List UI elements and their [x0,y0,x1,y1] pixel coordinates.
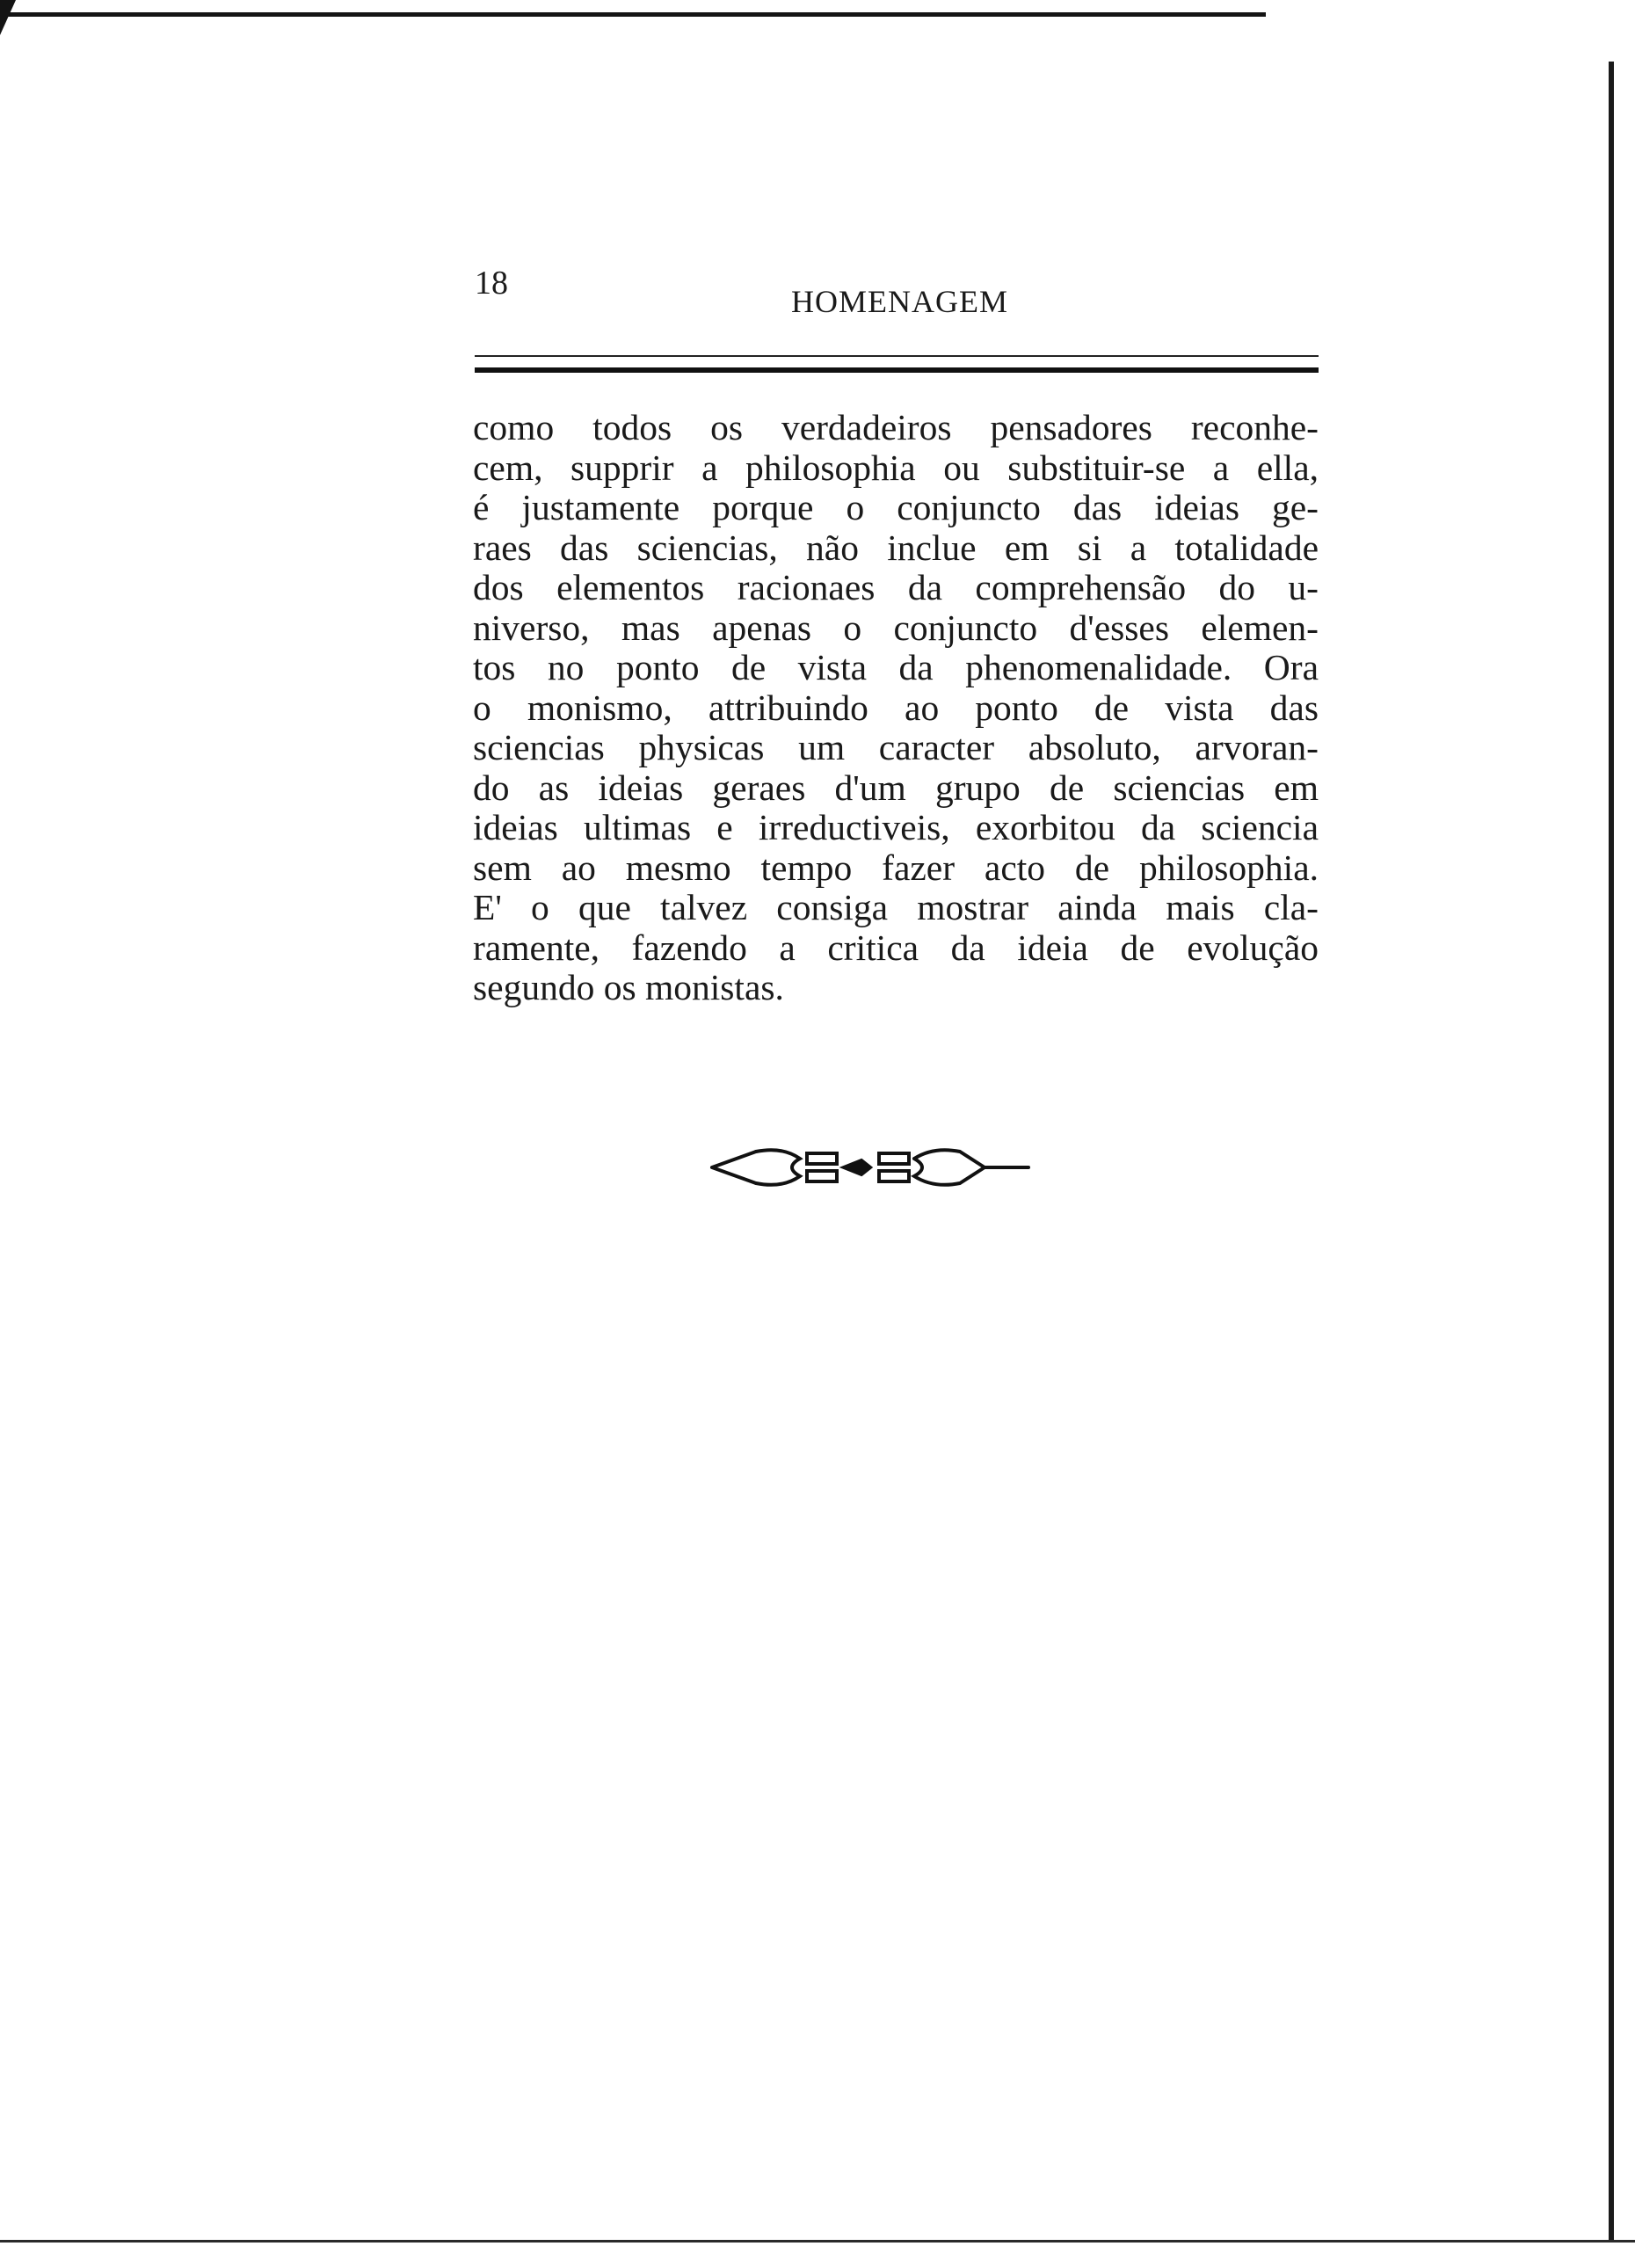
body-line: dos elementos racionaes da comprehensão do u- [473,567,1319,607]
body-line: como todos os verdadeiros pensadores reconhe- [473,407,1319,447]
body-line: ramente, fazendo a critica da ideia de evolução [473,927,1319,968]
body-line: sem ao mesmo tempo fazer acto de philosophia. [473,847,1319,888]
body-line: niverso, mas apenas o conjuncto d'esses elemen- [473,607,1319,648]
body-paragraph [473,408,1319,1008]
scan-edge-right [1609,62,1614,2242]
fleuron-ornament-icon [703,1141,1037,1194]
body-line: E' o que talvez consiga mostrar ainda mais cla- [473,887,1319,927]
scan-edge-top [0,0,1266,17]
body-line: sciencias physicas um caracter absoluto, arvoran- [473,727,1319,767]
header-rule-thin [475,355,1319,357]
body-line: raes das sciencias, não inclue em si a totalidade [473,527,1319,568]
running-head: HOMENAGEM [791,284,1008,319]
body-line: é justamente porque o conjuncto das ideias ge- [473,487,1319,527]
page-number: 18 [475,265,508,302]
body-line: tos no ponto de vista da phenomenalidade. Ora [473,647,1319,687]
body-line: do as ideias geraes d'um grupo de sciencias em [473,767,1319,808]
header-rule-thick [475,367,1319,373]
body-line: cem, supprir a philosophia ou substituir-se a ella, [473,447,1319,488]
scan-edge-bottom [0,2240,1635,2243]
body-line: o monismo, attribuindo ao ponto de vista das [473,687,1319,728]
body-line: ideias ultimas e irreductiveis, exorbitou da sciencia [473,807,1319,847]
body-line: segundo os monistas. [473,967,784,1007]
